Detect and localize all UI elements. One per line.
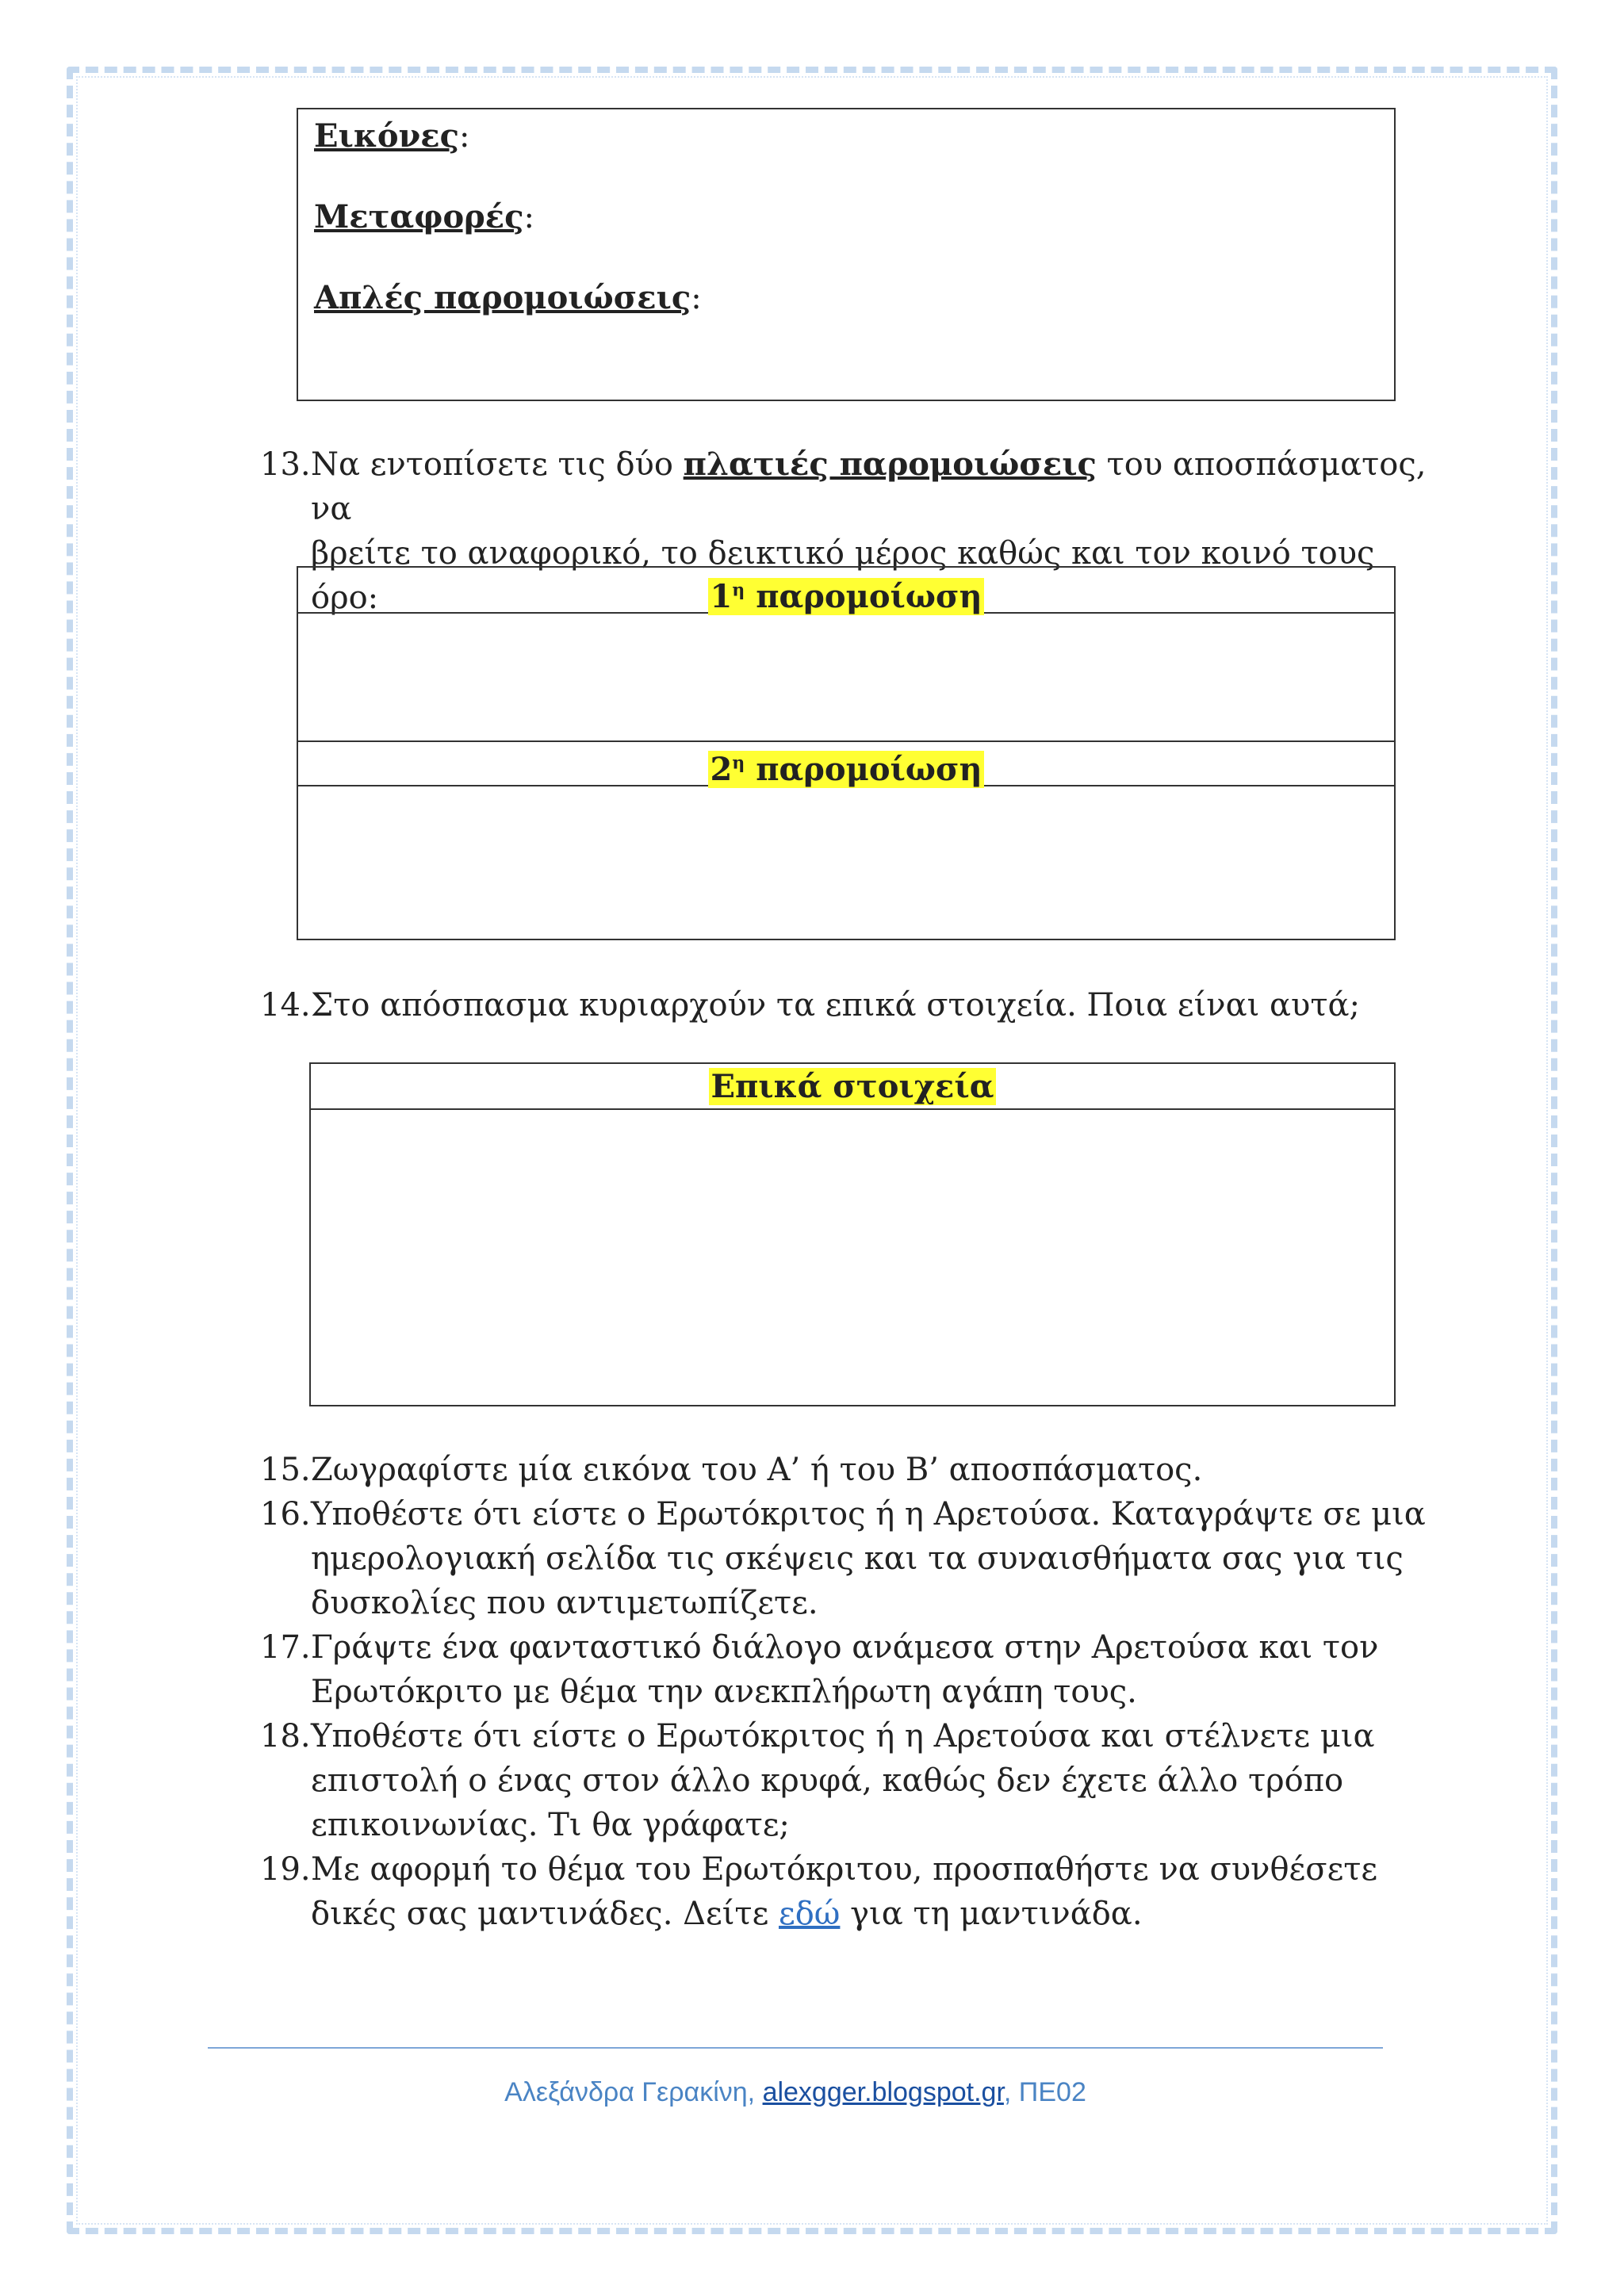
- question-19-line1: Με αφορμή το θέμα του Ερωτόκριτου, προσπαθήστε να συνθέσετε: [311, 1851, 1378, 1888]
- footer: [208, 2077, 1383, 2108]
- question-18-line2: επιστολή ο ένας στον άλλο κρυφά, καθώς δεν έχετε άλλο τρόπο: [311, 1762, 1344, 1799]
- similes-colon: :: [691, 280, 702, 316]
- simile-2-highlight: [708, 751, 983, 788]
- simile-table: [297, 566, 1396, 940]
- metaphors-colon: :: [523, 199, 534, 235]
- question-17-line2: Ερωτόκριτο με θέμα την ανεκπλήρωτη αγάπη τους.: [311, 1674, 1137, 1710]
- question-19: [260, 1847, 1418, 1936]
- question-17-text: [311, 1625, 1429, 1714]
- question-13-bold-term: πλατιές παρομοιώσεις: [683, 446, 1097, 483]
- question-19-text: [311, 1847, 1429, 1936]
- question-14: [260, 983, 1418, 1027]
- question-16-number: 16.: [260, 1496, 311, 1533]
- question-17: [260, 1625, 1418, 1714]
- question-16: [260, 1492, 1426, 1625]
- question-18-text: [311, 1714, 1429, 1847]
- simile-2-header: [298, 740, 1394, 789]
- question-16-text: [311, 1492, 1429, 1625]
- question-18-number: 18.: [260, 1718, 311, 1755]
- metaphors-label: Μεταφορές: [314, 198, 524, 235]
- similes-line: [314, 279, 702, 316]
- question-13-line2: βρείτε το αναφορικό, το δεικτικό μέρος καθώς και τον κοινό τους όρο:: [311, 535, 1375, 616]
- images-label: Εικόνες: [314, 117, 459, 155]
- metaphors-line: [314, 198, 534, 235]
- simile-2-label: παρομοίωση: [745, 751, 982, 789]
- simile-1-header: [298, 568, 1394, 614]
- epic-table: [309, 1062, 1396, 1406]
- simile-1-number: 1: [710, 578, 733, 616]
- simile-1-sup: η: [732, 580, 745, 601]
- footer-divider: [208, 2047, 1383, 2049]
- footer-author: Αλεξάνδρα Γερακίνη,: [504, 2077, 763, 2107]
- similes-label: Απλές παρομοιώσεις: [314, 279, 691, 316]
- question-13-text-before: Να εντοπίσετε τις δύο: [311, 446, 684, 483]
- images-line: [314, 117, 469, 155]
- epic-header-text: Επικά στοιχεία: [710, 1068, 994, 1105]
- simile-2-number: 2: [710, 751, 733, 789]
- question-13-text-after: του αποσπάσματος, να: [311, 446, 1427, 527]
- footer-site-link[interactable]: alexgger.blogspot.gr: [762, 2077, 1004, 2107]
- question-14-text: Στο απόσπασμα κυριαρχούν τα επικά στοιχεία. Ποια είναι αυτά;: [311, 987, 1360, 1024]
- simile-1-highlight: [708, 578, 983, 615]
- question-15-text: Ζωγραφίστε μία εικόνα του Α’ ή του Β’ αποσπάσματος.: [311, 1452, 1203, 1488]
- question-15-number: 15.: [260, 1452, 311, 1488]
- question-18: [260, 1714, 1418, 1847]
- mantinada-link[interactable]: εδώ: [779, 1896, 841, 1932]
- question-17-line1: Γράψτε ένα φανταστικό διάλογο ανάμεσα στην Αρετούσα και τον: [311, 1629, 1379, 1666]
- question-16-line3: δυσκολίες που αντιμετωπίζετε.: [311, 1585, 818, 1621]
- question-14-number: 14.: [260, 987, 311, 1024]
- question-13-number: 13.: [260, 446, 311, 483]
- question-16-line1: Υποθέστε ότι είστε ο Ερωτόκριτος ή η Αρετούσα. Καταγράψτε σε μια: [311, 1496, 1426, 1533]
- figures-box: [297, 108, 1396, 401]
- epic-header: [311, 1064, 1394, 1110]
- question-19-line2-after: για τη μαντινάδα.: [840, 1896, 1143, 1932]
- simile-1-label: παρομοίωση: [745, 578, 982, 616]
- question-18-line1: Υποθέστε ότι είστε ο Ερωτόκριτος ή η Αρετούσα και στέλνετε μια: [311, 1718, 1375, 1755]
- question-17-number: 17.: [260, 1629, 311, 1666]
- question-19-line2-before: δικές σας μαντινάδες. Δείτε: [311, 1896, 779, 1932]
- question-19-number: 19.: [260, 1851, 311, 1888]
- footer-suffix: , ΠΕ02: [1003, 2077, 1086, 2107]
- question-15: [260, 1448, 1418, 1492]
- question-16-line2: ημερολογιακή σελίδα τις σκέψεις και τα συναισθήματα σας για τις: [311, 1540, 1404, 1577]
- images-colon: :: [458, 118, 470, 155]
- simile-2-sup: η: [732, 753, 745, 774]
- question-18-line3: επικοινωνίας. Τι θα γράφατε;: [311, 1807, 790, 1843]
